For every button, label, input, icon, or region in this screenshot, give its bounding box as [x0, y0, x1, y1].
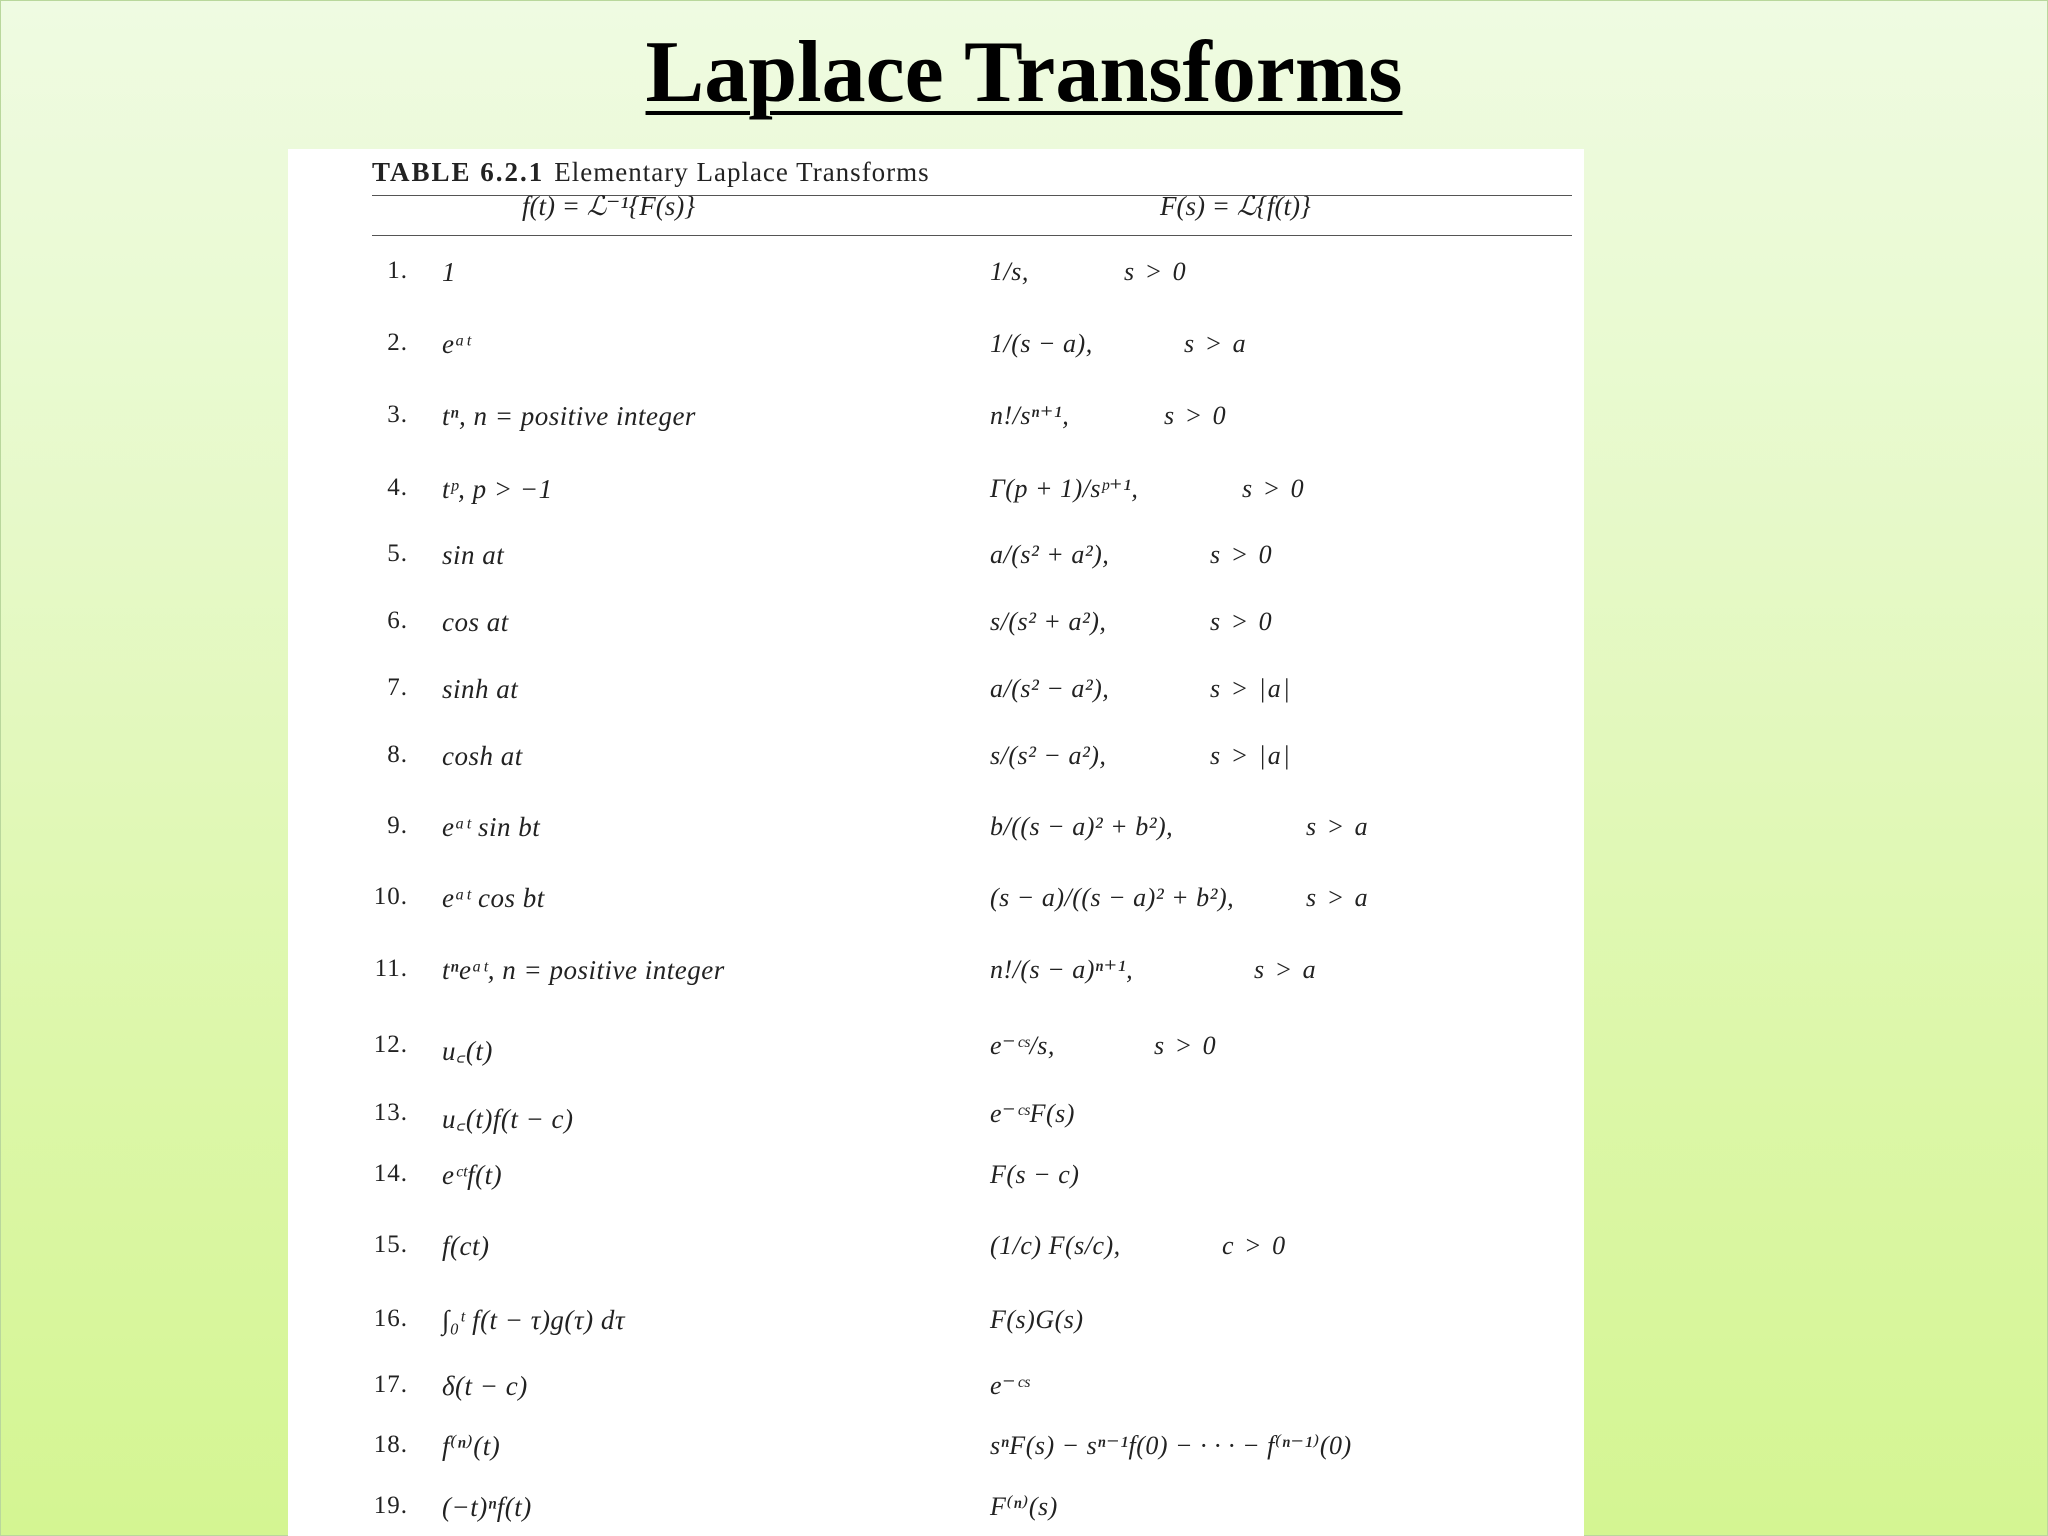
row-number: 10.	[373, 883, 408, 910]
row-function: ∫₀ᵗ f(t − τ)g(τ) dτ	[442, 1305, 625, 1335]
row-number: 7.	[387, 674, 408, 701]
row-function: δ(t − c)	[442, 1371, 528, 1401]
row-function: tᵖ, p > −1	[442, 474, 553, 504]
row-transform: sⁿF(s) − sⁿ⁻¹f(0) − · · · − f⁽ⁿ⁻¹⁾(0)	[990, 1431, 1352, 1460]
row-function: (−t)ⁿf(t)	[442, 1492, 532, 1522]
row-condition: c > 0	[1222, 1231, 1288, 1260]
row-function: tⁿeᵃᵗ, n = positive integer	[442, 955, 725, 985]
row-transform: 1/s,	[990, 257, 1029, 286]
row-function: sinh at	[442, 674, 519, 704]
row-transform: a/(s² − a²),	[990, 674, 1110, 703]
row-transform: 1/(s − a),	[990, 329, 1093, 358]
row-number: 6.	[387, 607, 408, 634]
row-number: 9.	[387, 812, 408, 839]
row-number: 16.	[373, 1305, 408, 1332]
row-condition: s > a	[1254, 955, 1318, 984]
row-transform: e⁻ᶜˢF(s)	[990, 1099, 1075, 1128]
row-condition: s > 0	[1242, 474, 1306, 503]
slide-title-text: Laplace Transforms	[645, 24, 1403, 121]
row-function: cosh at	[442, 741, 523, 771]
row-function: eᵃᵗ cos bt	[442, 883, 545, 913]
row-transform: Γ(p + 1)/sᵖ⁺¹,	[990, 474, 1139, 503]
row-transform: e⁻ᶜˢ/s,	[990, 1031, 1055, 1060]
row-transform: (1/c) F(s/c),	[990, 1231, 1121, 1260]
row-transform: b/((s − a)² + b²),	[990, 812, 1174, 841]
row-condition: s > |a|	[1210, 741, 1292, 770]
row-number: 2.	[387, 329, 408, 356]
table-header-right: F(s) = ℒ{f(t)}	[1160, 191, 1311, 221]
row-condition: s > 0	[1154, 1031, 1218, 1060]
row-number: 1.	[387, 257, 408, 284]
row-condition: s > 0	[1210, 540, 1274, 569]
row-function: eᵃᵗ sin bt	[442, 812, 541, 842]
row-condition: s > 0	[1164, 401, 1228, 430]
row-function: f⁽ⁿ⁾(t)	[442, 1431, 501, 1461]
table-header-left: f(t) = ℒ⁻¹{F(s)}	[522, 191, 696, 221]
row-function: u꜀(t)	[442, 1036, 493, 1066]
row-transform: e⁻ᶜˢ	[990, 1371, 1030, 1400]
row-number: 5.	[387, 540, 408, 567]
slide-title	[0, 18, 2048, 128]
row-transform: F⁽ⁿ⁾(s)	[990, 1492, 1058, 1521]
row-number: 19.	[373, 1492, 408, 1519]
row-number: 11.	[374, 955, 408, 982]
row-condition: s > a	[1184, 329, 1248, 358]
row-transform: n!/sⁿ⁺¹,	[990, 401, 1070, 430]
table-panel	[288, 149, 1584, 1536]
row-function: 1	[442, 257, 456, 287]
row-function: sin at	[442, 540, 505, 570]
row-number: 4.	[387, 474, 408, 501]
table-caption-label: TABLE 6.2.1	[372, 157, 545, 187]
row-function: eᵃᵗ	[442, 329, 471, 359]
row-condition: s > a	[1306, 812, 1370, 841]
row-condition: s > 0	[1124, 257, 1188, 286]
row-number: 13.	[373, 1099, 408, 1126]
row-transform: F(s)G(s)	[990, 1305, 1084, 1334]
row-number: 8.	[387, 741, 408, 768]
row-function: eᶜᵗf(t)	[442, 1160, 503, 1190]
table-header-rule	[372, 235, 1572, 236]
row-condition: s > 0	[1210, 607, 1274, 636]
row-number: 3.	[387, 401, 408, 428]
row-number: 17.	[373, 1371, 408, 1398]
row-condition: s > a	[1306, 883, 1370, 912]
row-transform: a/(s² + a²),	[990, 540, 1110, 569]
row-transform: n!/(s − a)ⁿ⁺¹,	[990, 955, 1134, 984]
row-function: cos at	[442, 607, 509, 637]
table-caption	[372, 157, 930, 188]
row-function: u꜀(t)f(t − c)	[442, 1104, 574, 1134]
row-transform: F(s − c)	[990, 1160, 1080, 1189]
row-number: 15.	[373, 1231, 408, 1258]
row-transform: s/(s² − a²),	[990, 741, 1107, 770]
row-transform: (s − a)/((s − a)² + b²),	[990, 883, 1235, 912]
row-number: 12.	[373, 1031, 408, 1058]
row-function: f(ct)	[442, 1231, 490, 1261]
row-number: 14.	[373, 1160, 408, 1187]
table-caption-text: Elementary Laplace Transforms	[554, 157, 930, 187]
row-number: 18.	[373, 1431, 408, 1458]
row-condition: s > |a|	[1210, 674, 1292, 703]
row-transform: s/(s² + a²),	[990, 607, 1107, 636]
row-function: tⁿ, n = positive integer	[442, 401, 696, 431]
